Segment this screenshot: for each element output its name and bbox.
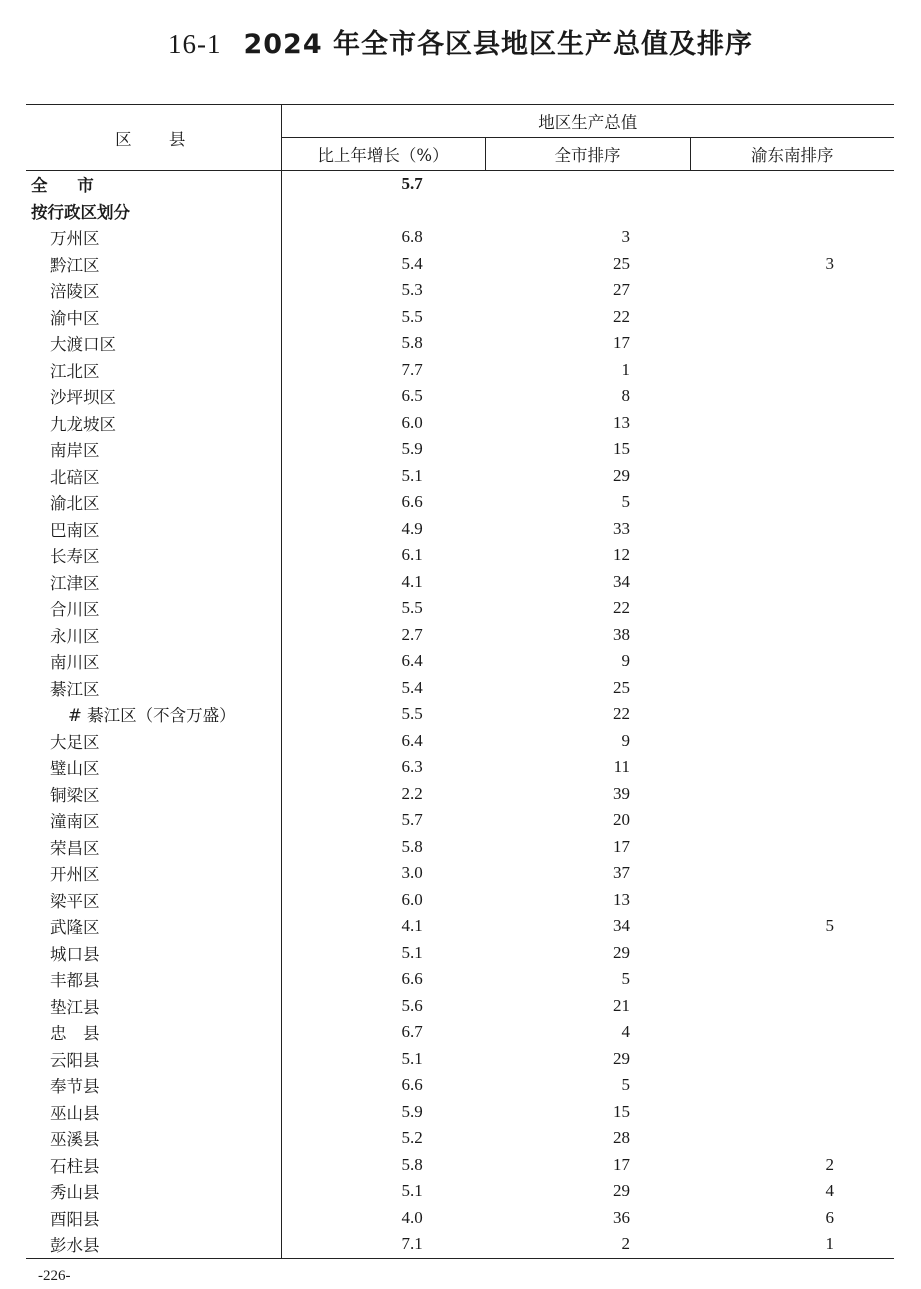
- region-cell: 梁平区: [26, 887, 281, 914]
- table-row: [26, 463, 894, 490]
- southeast-rank-cell: 4: [825, 1181, 835, 1201]
- city-rank-cell: 17: [613, 836, 630, 856]
- region-cell: 潼南区: [26, 807, 281, 834]
- region-cell: 彭水县: [26, 1231, 281, 1258]
- region-cell: 大渡口区: [26, 330, 281, 357]
- table-row: [26, 728, 894, 755]
- growth-cell: 6.6: [401, 492, 423, 512]
- growth-cell: 5.1: [401, 1048, 423, 1068]
- southeast-rank-cell: [690, 436, 894, 463]
- southeast-rank-cell: [690, 622, 894, 649]
- city-rank-cell: 29: [613, 1181, 630, 1201]
- table-body: [26, 171, 894, 1259]
- southeast-rank-cell: [690, 675, 894, 702]
- region-cell: 云阳县: [26, 1046, 281, 1073]
- city-rank-cell: 12: [613, 545, 630, 565]
- city-rank-cell: 39: [613, 783, 630, 803]
- table-row: [26, 701, 894, 728]
- growth-cell: 5.8: [401, 1154, 423, 1174]
- growth-cell: 6.5: [401, 386, 423, 406]
- southeast-rank-cell: [690, 410, 894, 437]
- table-row: [26, 1099, 894, 1126]
- city-rank-cell: 22: [613, 704, 630, 724]
- city-rank-cell: 36: [613, 1207, 630, 1227]
- southeast-rank-cell: 6: [825, 1207, 835, 1227]
- southeast-rank-cell: [690, 1019, 894, 1046]
- table-row: [26, 993, 894, 1020]
- region-cell: 九龙坡区: [26, 410, 281, 437]
- table-row: [26, 860, 894, 887]
- title-text: 2024 年全市各区县地区生产总值及排序: [243, 29, 754, 60]
- southeast-rank-cell: [690, 1046, 894, 1073]
- southeast-rank-cell: [690, 224, 894, 251]
- city-rank-cell: 3: [621, 227, 630, 247]
- region-cell: 铜梁区: [26, 781, 281, 808]
- table-row: [26, 754, 894, 781]
- southeast-rank-cell: 3: [825, 253, 835, 273]
- table-row: [26, 834, 894, 861]
- header-gdp-group: 地区生产总值: [281, 105, 894, 138]
- city-rank-cell: 4: [621, 1022, 630, 1042]
- city-rank-cell: 11: [613, 757, 630, 777]
- city-rank-cell: 5: [621, 969, 630, 989]
- page-title: [0, 22, 921, 61]
- city-rank-cell: 17: [613, 333, 630, 353]
- region-cell: # 綦江区（不含万盛）: [26, 701, 281, 728]
- city-rank-cell: 9: [621, 730, 630, 750]
- growth-cell: 5.1: [401, 465, 423, 485]
- southeast-rank-cell: [690, 595, 894, 622]
- city-rank-cell: 15: [613, 1101, 630, 1121]
- page-number: -226-: [38, 1268, 71, 1284]
- table-row: [26, 781, 894, 808]
- region-cell: 渝中区: [26, 304, 281, 331]
- table-row: [26, 224, 894, 251]
- region-cell: 城口县: [26, 940, 281, 967]
- table-row: [26, 304, 894, 331]
- growth-cell: 6.0: [401, 412, 423, 432]
- city-rank-cell: 22: [613, 598, 630, 618]
- city-rank-cell: 38: [613, 624, 630, 644]
- growth-cell: 4.1: [401, 571, 423, 591]
- southeast-rank-cell: [690, 277, 894, 304]
- region-cell: 涪陵区: [26, 277, 281, 304]
- southeast-rank-cell: [690, 728, 894, 755]
- southeast-rank-cell: [690, 304, 894, 331]
- region-cell: 北碚区: [26, 463, 281, 490]
- southeast-rank-cell: [690, 887, 894, 914]
- header-city-rank: 全市排序: [485, 138, 690, 171]
- southeast-rank-cell: [690, 834, 894, 861]
- southeast-rank-cell: [690, 781, 894, 808]
- southeast-rank-cell: [690, 966, 894, 993]
- table-row: [26, 251, 894, 278]
- growth-cell: 6.6: [401, 969, 423, 989]
- growth-cell: 5.5: [401, 306, 423, 326]
- table-row: [26, 1152, 894, 1179]
- growth-cell: 7.7: [401, 359, 423, 379]
- growth-cell: 6.7: [401, 1022, 423, 1042]
- table-row: [26, 675, 894, 702]
- growth-cell: 5.5: [401, 704, 423, 724]
- growth-cell: 6.4: [401, 651, 423, 671]
- table-row: [26, 383, 894, 410]
- region-cell: 奉节县: [26, 1072, 281, 1099]
- growth-cell: 7.1: [281, 1231, 485, 1258]
- table-row: [26, 1231, 894, 1258]
- growth-cell: 4.9: [401, 518, 423, 538]
- table-row: [26, 807, 894, 834]
- southeast-rank-cell: [690, 940, 894, 967]
- southeast-rank-cell: [690, 701, 894, 728]
- southeast-rank-cell: [690, 489, 894, 516]
- region-cell: 按行政区划分: [26, 198, 281, 225]
- city-rank-cell: 22: [613, 306, 630, 326]
- header-southeast-rank: 渝东南排序: [690, 138, 894, 171]
- city-rank-cell: 8: [621, 386, 630, 406]
- table-row: [26, 913, 894, 940]
- southeast-rank-cell: [690, 198, 894, 225]
- growth-cell: 5.1: [401, 942, 423, 962]
- region-cell: 合川区: [26, 595, 281, 622]
- table-row: [26, 330, 894, 357]
- southeast-rank-cell: 5: [825, 916, 835, 936]
- southeast-rank-cell: [690, 357, 894, 384]
- region-cell: 江北区: [26, 357, 281, 384]
- city-rank-cell: 29: [613, 942, 630, 962]
- southeast-rank-cell: [690, 330, 894, 357]
- table-row: [26, 1019, 894, 1046]
- growth-cell: 6.3: [401, 757, 423, 777]
- table-row: [26, 357, 894, 384]
- southeast-rank-cell: [690, 463, 894, 490]
- region-cell: 长寿区: [26, 542, 281, 569]
- southeast-rank-cell: [690, 171, 894, 198]
- city-rank-cell: 2: [485, 1231, 690, 1258]
- southeast-rank-cell: [690, 648, 894, 675]
- table-row: [26, 410, 894, 437]
- table-row: [26, 171, 894, 198]
- table-row: [26, 542, 894, 569]
- table-number: 16-1: [167, 29, 222, 59]
- growth-cell: 5.1: [401, 1181, 423, 1201]
- city-rank-cell: 15: [613, 439, 630, 459]
- city-rank-cell: 27: [613, 280, 630, 300]
- city-rank-cell: 13: [613, 412, 630, 432]
- region-cell: 忠 县: [26, 1019, 281, 1046]
- growth-cell: 6.1: [401, 545, 423, 565]
- region-cell: 开州区: [26, 860, 281, 887]
- region-cell: 巫溪县: [26, 1125, 281, 1152]
- table-row: [26, 436, 894, 463]
- header-region: 区 县: [26, 105, 281, 171]
- city-rank-cell: 34: [613, 571, 630, 591]
- growth-cell: 5.8: [401, 836, 423, 856]
- region-cell: 丰都县: [26, 966, 281, 993]
- southeast-rank-cell: [690, 516, 894, 543]
- city-rank-cell: 13: [613, 889, 630, 909]
- southeast-rank-cell: [690, 807, 894, 834]
- city-rank-cell: 28: [613, 1128, 630, 1148]
- city-rank-cell: 25: [613, 253, 630, 273]
- growth-cell: 5.2: [401, 1128, 423, 1148]
- southeast-rank-cell: [690, 1099, 894, 1126]
- growth-cell: [281, 198, 485, 225]
- city-rank-cell: [485, 198, 690, 225]
- region-cell: 南岸区: [26, 436, 281, 463]
- table-row: [26, 516, 894, 543]
- growth-cell: 5.7: [401, 174, 423, 194]
- table-row: [26, 198, 894, 225]
- region-cell: 南川区: [26, 648, 281, 675]
- region-cell: 酉阳县: [26, 1205, 281, 1232]
- southeast-rank-cell: [690, 542, 894, 569]
- region-cell: 秀山县: [26, 1178, 281, 1205]
- city-rank-cell: 5: [621, 1075, 630, 1095]
- city-rank-cell: 33: [613, 518, 630, 538]
- growth-cell: 5.4: [401, 253, 423, 273]
- southeast-rank-cell: [690, 1072, 894, 1099]
- growth-cell: 6.6: [401, 1075, 423, 1095]
- region-cell: 万州区: [26, 224, 281, 251]
- region-cell: 武隆区: [26, 913, 281, 940]
- growth-cell: 2.7: [401, 624, 423, 644]
- city-rank-cell: 34: [613, 916, 630, 936]
- table-row: [26, 887, 894, 914]
- growth-cell: 4.1: [401, 916, 423, 936]
- region-cell: 黔江区: [26, 251, 281, 278]
- city-rank-cell: 29: [613, 1048, 630, 1068]
- region-cell: 沙坪坝区: [26, 383, 281, 410]
- region-cell: 綦江区: [26, 675, 281, 702]
- city-rank-cell: 9: [621, 651, 630, 671]
- table-row: [26, 569, 894, 596]
- table-row: [26, 966, 894, 993]
- region-cell: 荣昌区: [26, 834, 281, 861]
- growth-cell: 2.2: [401, 783, 423, 803]
- table-row: [26, 622, 894, 649]
- region-cell: 江津区: [26, 569, 281, 596]
- region-cell: 垫江县: [26, 993, 281, 1020]
- table-row: [26, 648, 894, 675]
- city-rank-cell: 21: [613, 995, 630, 1015]
- growth-cell: 5.6: [401, 995, 423, 1015]
- table-row: [26, 940, 894, 967]
- growth-cell: 5.5: [401, 598, 423, 618]
- header-growth: 比上年增长（%）: [281, 138, 485, 171]
- region-cell: 璧山区: [26, 754, 281, 781]
- table-row: [26, 489, 894, 516]
- table-row: [26, 1125, 894, 1152]
- southeast-rank-cell: [690, 383, 894, 410]
- city-rank-cell: 29: [613, 465, 630, 485]
- table-header: [26, 105, 894, 171]
- region-cell: 全 市: [26, 171, 281, 198]
- city-rank-cell: 20: [613, 810, 630, 830]
- city-rank-cell: 1: [621, 359, 630, 379]
- city-rank-cell: 37: [613, 863, 630, 883]
- southeast-rank-cell: 2: [825, 1154, 835, 1174]
- table-row: [26, 1205, 894, 1232]
- growth-cell: 5.8: [401, 333, 423, 353]
- gdp-table: [26, 104, 894, 1259]
- table-row: [26, 1046, 894, 1073]
- growth-cell: 6.8: [401, 227, 423, 247]
- southeast-rank-cell: [690, 1125, 894, 1152]
- growth-cell: 6.0: [401, 889, 423, 909]
- table-row: [26, 1178, 894, 1205]
- region-cell: 大足区: [26, 728, 281, 755]
- growth-cell: 3.0: [401, 863, 423, 883]
- city-rank-cell: 17: [613, 1154, 630, 1174]
- growth-cell: 6.4: [401, 730, 423, 750]
- city-rank-cell: [485, 171, 690, 198]
- growth-cell: 5.9: [401, 439, 423, 459]
- region-cell: 渝北区: [26, 489, 281, 516]
- region-cell: 巴南区: [26, 516, 281, 543]
- region-cell: 永川区: [26, 622, 281, 649]
- southeast-rank-cell: [690, 754, 894, 781]
- growth-cell: 5.4: [401, 677, 423, 697]
- city-rank-cell: 5: [621, 492, 630, 512]
- southeast-rank-cell: [690, 860, 894, 887]
- southeast-rank-cell: [690, 569, 894, 596]
- region-cell: 巫山县: [26, 1099, 281, 1126]
- growth-cell: 4.0: [401, 1207, 423, 1227]
- growth-cell: 5.7: [401, 810, 423, 830]
- region-cell: 石柱县: [26, 1152, 281, 1179]
- growth-cell: 5.3: [401, 280, 423, 300]
- table-row: [26, 1072, 894, 1099]
- table-row: [26, 277, 894, 304]
- growth-cell: 5.9: [401, 1101, 423, 1121]
- southeast-rank-cell: [690, 993, 894, 1020]
- southeast-rank-cell: 1: [690, 1231, 894, 1258]
- city-rank-cell: 25: [613, 677, 630, 697]
- table-row: [26, 595, 894, 622]
